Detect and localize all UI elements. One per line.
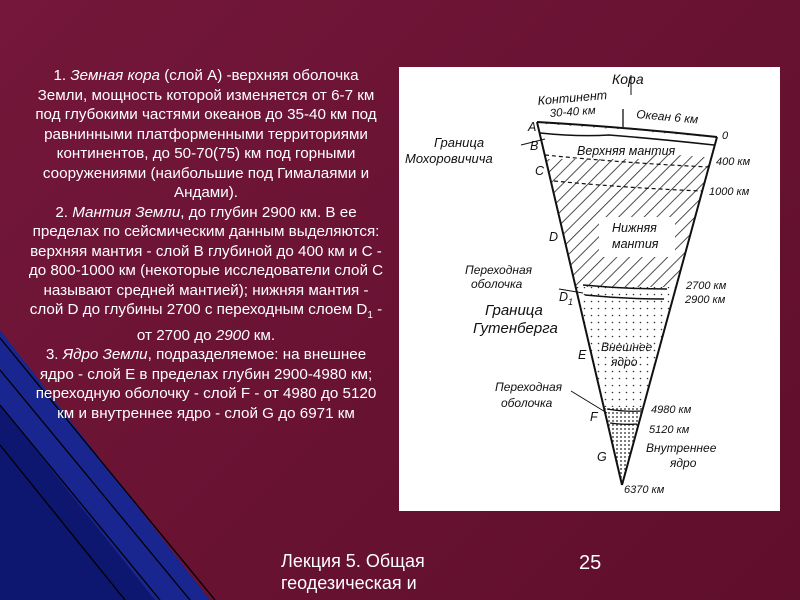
layer-g: G xyxy=(597,450,607,464)
label-upper-mantle: Верхняя мантия xyxy=(577,144,676,158)
text-fragment: , подразделяемое: на внешнее ядро - слой E в пределах глубин 2900-4980 км; переходную оболочку - слой F - от 4980 до 5120 км и внутреннее ядро - слой G до 6971 км xyxy=(35,346,377,422)
term-crust: Земная кора xyxy=(70,67,161,84)
layer-f: F xyxy=(590,410,598,424)
layer-d: D xyxy=(549,230,559,244)
slide-number: 25 xyxy=(579,552,602,574)
label-inner-core-line1: Внутреннее xyxy=(646,441,717,455)
text-fragment: 2. xyxy=(55,203,73,221)
term-mantle: Мантия Земли xyxy=(72,203,181,221)
text-fragment: 2900 xyxy=(215,326,250,344)
depth-5120: 5120 км xyxy=(649,424,690,436)
depth-400: 400 км xyxy=(716,156,751,168)
footer-line-2: геодезическая и xyxy=(281,573,417,593)
text-fragment: - от 2700 до xyxy=(136,301,383,344)
label-moho-line2: Мохоровичича xyxy=(405,151,493,166)
body-text xyxy=(28,66,384,423)
depth-6370: 6370 км xyxy=(624,484,665,496)
label-transition2-line1: Переходная xyxy=(495,380,563,394)
label-moho-line1: Граница xyxy=(434,135,485,150)
label-ocean: Океан 6 км xyxy=(635,107,699,127)
text-fragment: , до глубин 2900 км. В ее пределах по сейсмическим данным выделяются: верхняя мантия - слой B глубиной до 400 км и C - до 800-1000 км (некоторые исследователи слой C называют средней мантией); нижняя мантия - слой D до глубины 2700 с переходным слоем D xyxy=(28,203,384,318)
layer-e: E xyxy=(578,348,587,362)
label-lower-mantle-line2: мантия xyxy=(612,237,659,251)
label-outer-core-line2: ядро xyxy=(611,355,638,369)
label-continent-depth: 30-40 км xyxy=(549,104,597,120)
text-fragment: 3. xyxy=(45,346,63,364)
depth-1000: 1000 км xyxy=(709,186,750,198)
text-fragment: 1. xyxy=(53,67,71,84)
label-crust: Кора xyxy=(612,71,644,87)
paragraph-mantle xyxy=(28,203,384,346)
footer-title xyxy=(281,550,481,594)
depth-2900: 2900 км xyxy=(685,294,726,306)
earth-layers-diagram xyxy=(399,67,780,511)
depth-2700: 2700 км xyxy=(686,280,727,292)
layer-b: B xyxy=(530,139,539,153)
label-outer-core-line1: Внешнее xyxy=(601,340,653,354)
layer-a: A xyxy=(528,120,537,134)
label-lower-mantle-line1: Нижняя xyxy=(612,221,657,235)
depth-0: 0 xyxy=(722,130,729,142)
depth-4980: 4980 км xyxy=(651,404,692,416)
paragraph-core xyxy=(28,345,384,423)
subscript: 1 xyxy=(367,310,373,322)
label-transition-line2: оболочка xyxy=(471,277,523,291)
label-gutenberg-line1: Граница xyxy=(485,302,543,319)
label-transition2-line2: оболочка xyxy=(501,396,553,410)
paragraph-crust xyxy=(28,66,384,203)
layer-d1: $D_1$ xyxy=(559,290,574,307)
label-gutenberg-line2: Гутенберга xyxy=(473,320,558,337)
footer-line-1: Лекция 5. Общая xyxy=(281,551,425,571)
label-continent: Континент xyxy=(537,87,608,108)
label-transition-line1: Переходная xyxy=(465,263,533,277)
layer-c: C xyxy=(535,164,545,178)
label-inner-core-line2: ядро xyxy=(670,456,697,470)
term-core: Ядро Земли xyxy=(62,346,148,364)
text-fragment: км. xyxy=(249,326,276,344)
text-fragment: (слой А) -верхняя оболочка Земли, мощность которой изменяется от 6-7 км под глубокими частями океанов до 35-40 км под равнинными платформенными территориями континентов, до 50-70(75) км под горными сооружениями (наибольшие под Гималаями и Андами). xyxy=(35,67,377,201)
